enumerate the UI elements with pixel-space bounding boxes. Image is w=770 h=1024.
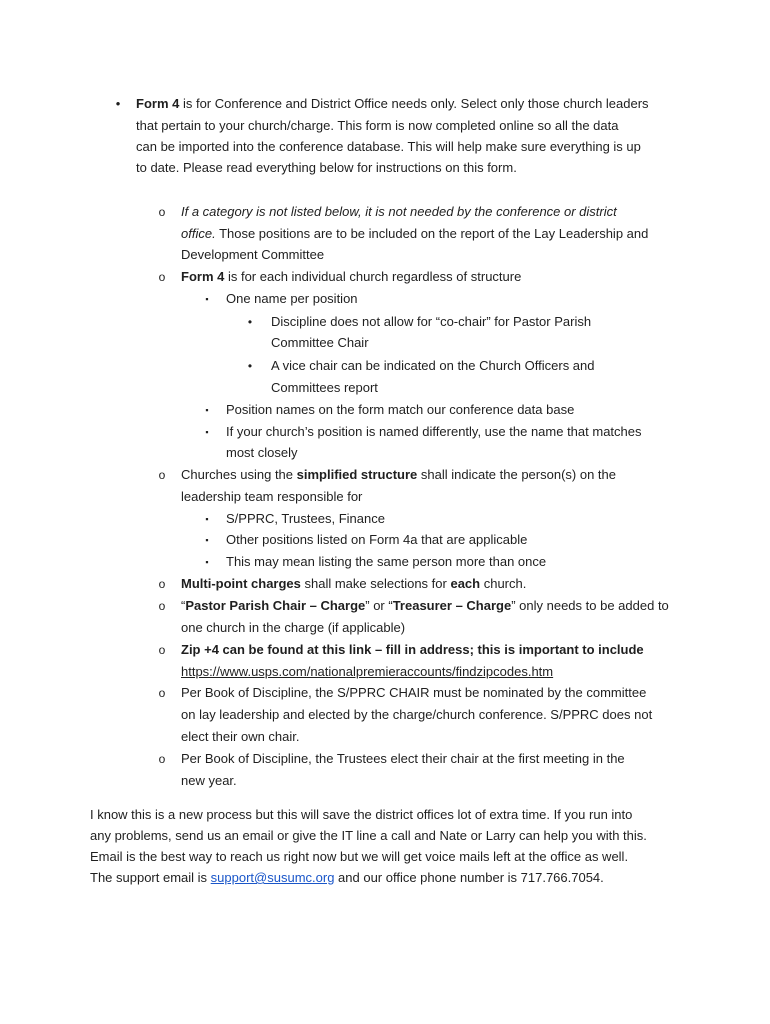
simplified-line2: leadership team responsible for <box>181 489 363 504</box>
chair-nomination-line1: Per Book of Discipline, the S/PPRC CHAIR must be nominated by the committee <box>181 685 647 700</box>
closing-line1: I know this is a new process but this will save the district offices lot of extra time. If you run into <box>90 807 633 822</box>
named-differently-line2: most closely <box>226 445 298 460</box>
closing-line4: The support email is support@susumc.org and our office phone number is 717.766.7054. <box>90 870 604 885</box>
closing-line2: any problems, send us an email or give the IT line a call and Nate or Larry can help you with this. <box>90 828 647 843</box>
support-email-link[interactable]: support@susumc.org <box>210 870 335 885</box>
named-differently-line1: If your church’s position is named differently, use the name that matches <box>226 424 642 439</box>
circle-marker: o <box>158 270 166 284</box>
circle-marker: o <box>158 205 166 219</box>
closing-line3: Email is the best way to reach us right now but we will get voice mails left at the office as well. <box>90 849 629 864</box>
charge-chairs-line1: “Pastor Parish Chair – Charge” or “Treasurer – Charge” only needs to be added to <box>181 598 669 613</box>
circle-marker: o <box>158 599 166 613</box>
simplified-line1: Churches using the simplified structure shall indicate the person(s) on the <box>181 467 616 482</box>
main-form4-line4: to date. Please read everything below for instructions on this form. <box>136 160 517 175</box>
notlisted-line2: office. Those positions are to be included on the report of the Lay Leadership and <box>181 226 649 241</box>
cochair-line2: Committee Chair <box>271 335 369 350</box>
circle-marker: o <box>158 577 166 591</box>
notlisted-line3: Development Committee <box>181 247 325 262</box>
bullet-marker: • <box>115 96 121 111</box>
simplified-sub2: Other positions listed on Form 4a that are applicable <box>226 532 528 547</box>
form4-each-church: Form 4 is for each individual church regardless of structure <box>181 269 522 284</box>
position-names-match: Position names on the form match our conference data base <box>226 402 575 417</box>
circle-marker: o <box>158 468 166 482</box>
usps-zip-link[interactable]: https://www.usps.com/nationalpremieraccounts/findzipcodes.htm <box>181 664 554 679</box>
circle-marker: o <box>158 686 166 700</box>
multipoint-line: Multi-point charges shall make selections for each church. <box>181 576 527 591</box>
cochair-line1: Discipline does not allow for “co-chair” for Pastor Parish <box>271 314 592 329</box>
zip-link-line <box>181 662 553 682</box>
square-marker: ▪ <box>205 294 209 304</box>
notlisted-line1: If a category is not listed below, it is not needed by the conference or district <box>181 204 617 219</box>
square-marker: ▪ <box>205 514 209 524</box>
circle-marker: o <box>158 643 166 657</box>
main-form4-line2: that pertain to your church/charge. This form is now completed online so all the data <box>136 118 619 133</box>
main-form4-line3: can be imported into the conference database. This will help make sure everything is up <box>136 139 641 154</box>
trustees-line1: Per Book of Discipline, the Trustees elect their chair at the first meeting in the <box>181 751 625 766</box>
main-form4-line1: Form 4 is for Conference and District Office needs only. Select only those church leaders <box>136 96 649 111</box>
chair-nomination-line2: on lay leadership and elected by the charge/church conference. S/PPRC does not <box>181 707 653 722</box>
square-marker: ▪ <box>205 405 209 415</box>
circle-marker: o <box>158 752 166 766</box>
simplified-sub1: S/PPRC, Trustees, Finance <box>226 511 385 526</box>
vice-chair-line1: A vice chair can be indicated on the Church Officers and <box>271 358 595 373</box>
bullet-marker: • <box>247 359 253 373</box>
chair-nomination-line3: elect their own chair. <box>181 729 300 744</box>
square-marker: ▪ <box>205 427 209 437</box>
bullet-marker: • <box>247 315 253 329</box>
form4-label: Form 4 <box>136 96 180 111</box>
square-marker: ▪ <box>205 557 209 567</box>
vice-chair-line2: Committees report <box>271 380 378 395</box>
square-marker: ▪ <box>205 535 209 545</box>
trustees-line2: new year. <box>181 773 237 788</box>
charge-chairs-line2: one church in the charge (if applicable) <box>181 620 406 635</box>
zip-plus4-note: Zip +4 can be found at this link – fill in address; this is important to include <box>181 642 644 657</box>
simplified-sub3: This may mean listing the same person more than once <box>226 554 547 569</box>
one-name-per-position: One name per position <box>226 291 358 306</box>
